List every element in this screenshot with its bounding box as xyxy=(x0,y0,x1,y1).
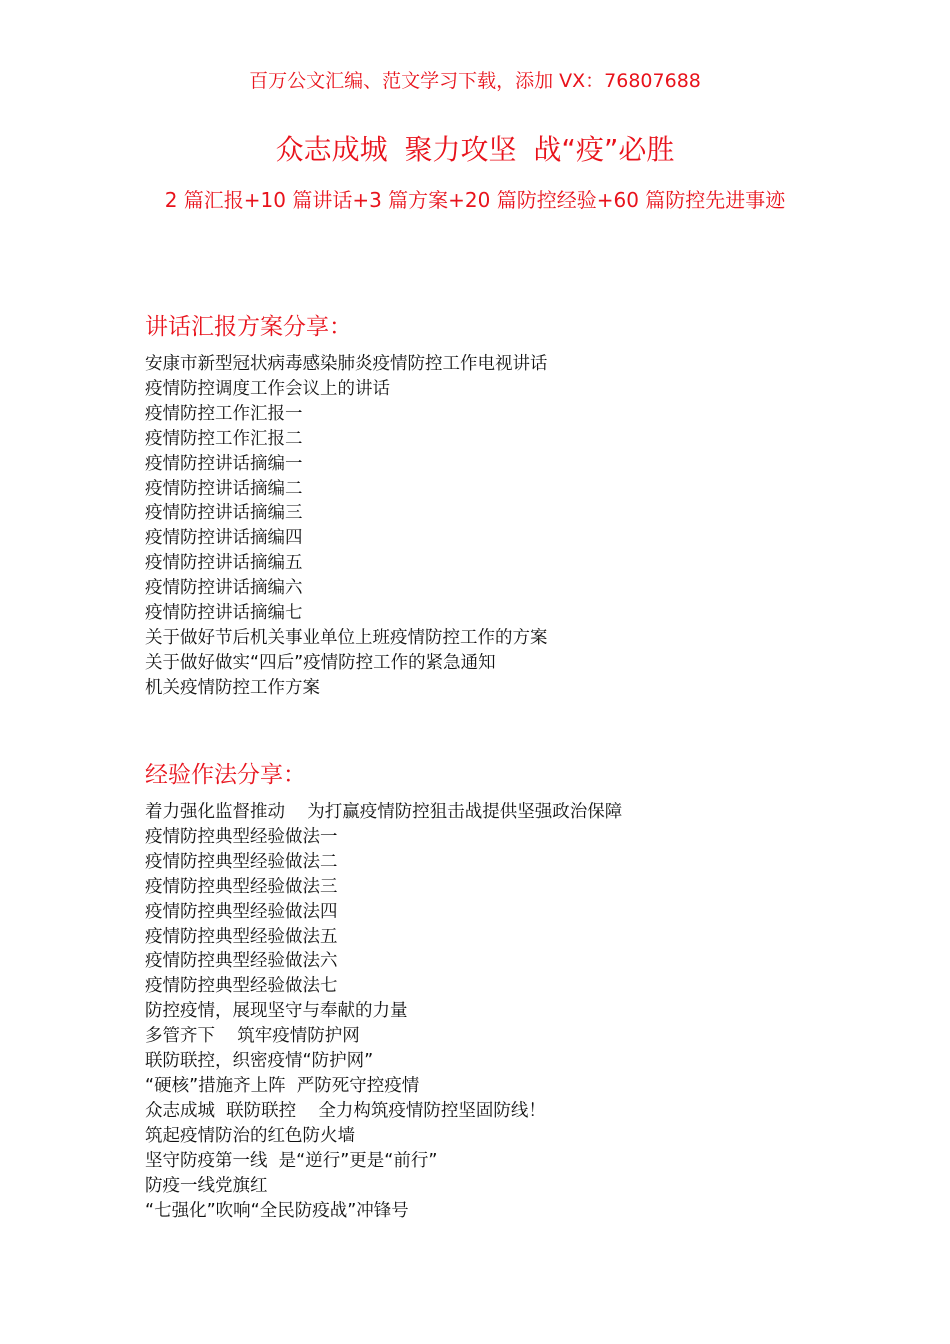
list-item: 疫情防控讲话摘编五 xyxy=(145,553,303,574)
list-item: 疫情防控典型经验做法一 xyxy=(145,826,338,847)
list-item: 防疫一线党旗红 xyxy=(145,1175,268,1196)
section-heading: 讲话汇报方案分享： xyxy=(145,314,352,340)
list-item: 筑起疫情防治的红色防火墙 xyxy=(145,1125,355,1146)
list-item: 疫情防控讲话摘编四 xyxy=(145,528,303,549)
list-item: 疫情防控典型经验做法七 xyxy=(145,976,338,997)
list-item: 疫情防控讲话摘编二 xyxy=(145,478,303,499)
section-heading: 经验作法分享： xyxy=(145,762,306,788)
list-item: 机关疫情防控工作方案 xyxy=(145,677,320,698)
list-item: 众志成城 联防联控 全力构筑疫情防控坚固防线！ xyxy=(145,1100,546,1121)
list-item: 疫情防控讲话摘编三 xyxy=(145,503,303,524)
list-item: 坚守防疫第一线 是“逆行”更是“前行” xyxy=(145,1150,438,1171)
list-item: 安康市新型冠状病毒感染肺炎疫情防控工作电视讲话 xyxy=(145,354,548,374)
list-item: 联防联控，织密疫情“防护网” xyxy=(145,1051,374,1072)
list-item: 着力强化监督推动 为打赢疫情防控狙击战提供坚强政治保障 xyxy=(145,802,623,822)
list-item: 疫情防控典型经验做法五 xyxy=(145,926,338,947)
document-title: 众志成城 聚力攻坚 战“疫”必胜 xyxy=(275,133,675,166)
experience-list xyxy=(145,800,845,1223)
list-item: 疫情防控调度工作会议上的讲话 xyxy=(145,378,390,399)
section-speech-reports xyxy=(145,312,845,701)
list-item: 疫情防控讲话摘编一 xyxy=(145,453,303,474)
list-item: “七强化”吹响“全民防疫战”冲锋号 xyxy=(145,1200,409,1221)
list-item: 疫情防控讲话摘编七 xyxy=(145,603,303,624)
section-experience xyxy=(145,760,845,1223)
list-item: 疫情防控工作汇报一 xyxy=(145,403,303,424)
list-item: 多管齐下 筑牢疫情防护网 xyxy=(145,1026,360,1047)
list-item: 关于做好做实“四后”疫情防控工作的紧急通知 xyxy=(145,652,496,673)
list-item: 防控疫情，展现坚守与奉献的力量 xyxy=(145,1001,408,1022)
list-item: 疫情防控讲话摘编六 xyxy=(145,578,303,599)
speech-report-list xyxy=(145,352,845,701)
list-item: 疫情防控典型经验做法六 xyxy=(145,951,338,972)
list-item: 关于做好节后机关事业单位上班疫情防控工作的方案 xyxy=(145,627,548,648)
document-subtitle: 2 篇汇报+10 篇讲话+3 篇方案+20 篇防控经验+60 篇防控先进事迹 xyxy=(164,188,786,212)
list-item: 疫情防控工作汇报二 xyxy=(145,428,303,449)
list-item: 疫情防控典型经验做法四 xyxy=(145,901,338,922)
list-item: 疫情防控典型经验做法二 xyxy=(145,851,338,872)
promo-banner: 百万公文汇编、范文学习下载，添加 VX：76807688 xyxy=(249,70,701,92)
list-item: “硬核”措施齐上阵 严防死守控疫情 xyxy=(145,1075,420,1096)
list-item: 疫情防控典型经验做法三 xyxy=(145,876,338,897)
